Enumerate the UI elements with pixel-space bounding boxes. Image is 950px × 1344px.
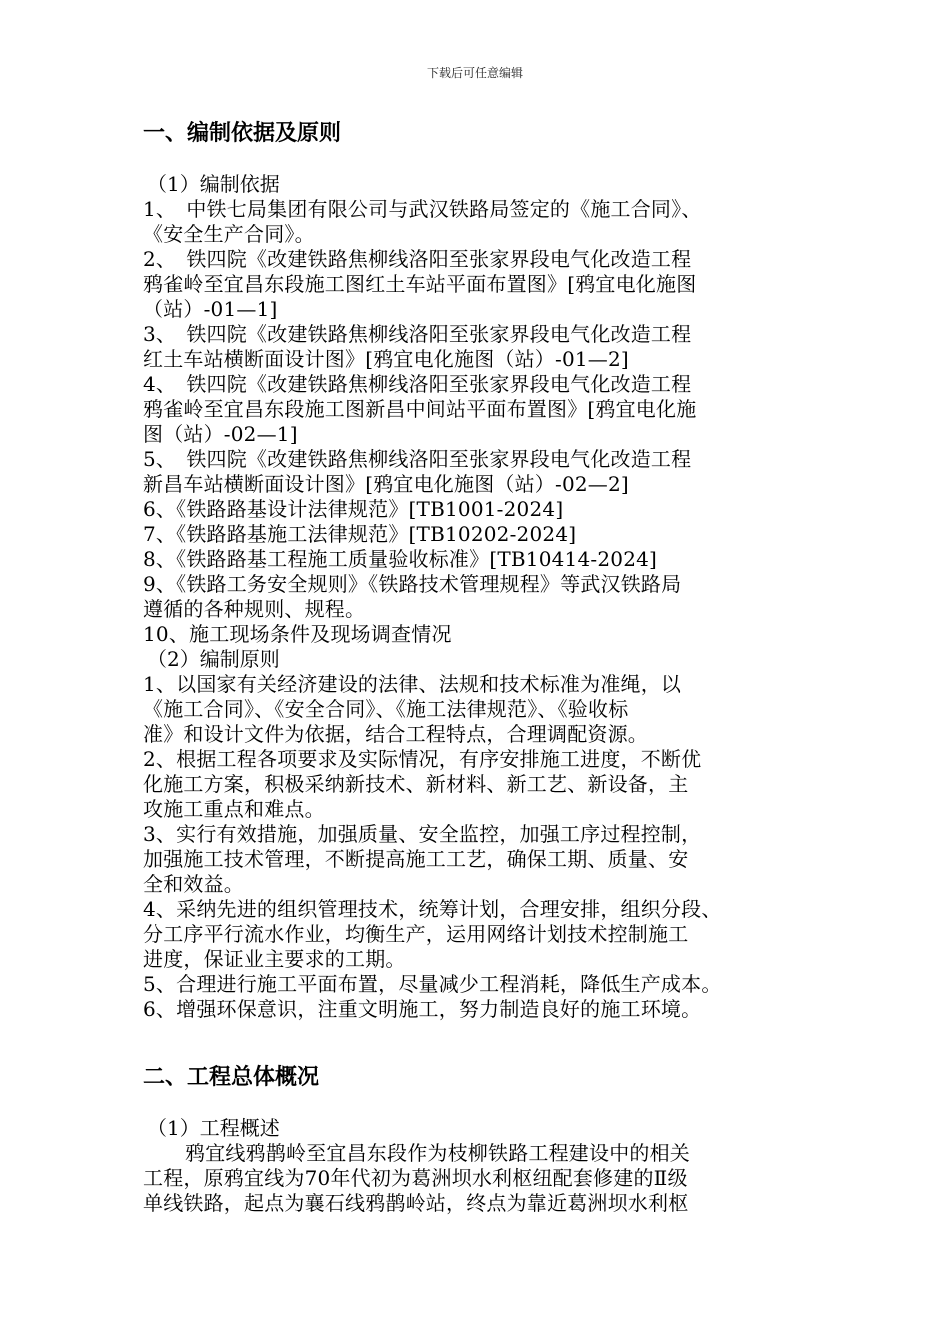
basis-item-7: 7、《铁路路基施工法律规范》[TB10202-2024] xyxy=(143,522,577,546)
principle-item-6: 6、增强环保意识，注重文明施工，努力制造良好的施工环境。 xyxy=(143,997,702,1021)
section-1-title: 一、编制依据及原则 xyxy=(143,121,342,146)
principle-item-2: 2、根据工程各项要求及实际情况，有序安排施工进度，不断优 化施工方案，积极采纳新技术、新材料、新工艺、新设备，主 攻施工重点和难点。 xyxy=(143,747,702,821)
basis-item-8: 8、《铁路路基工程施工质量验收标准》[TB10414-2024] xyxy=(143,547,658,571)
principle-item-5: 5、合理进行施工平面布置，尽量减少工程消耗，降低生产成本。 xyxy=(143,972,722,996)
principle-item-3: 3、实行有效措施，加强质量、安全监控，加强工序过程控制， 加强施工技术管理，不断提高施工工艺，确保工期、质量、安 全和效益。 xyxy=(143,822,702,896)
principle-subtitle: （2）编制原则 xyxy=(147,647,280,671)
basis-item-10: 10、施工现场条件及现场调查情况 xyxy=(143,622,452,646)
principle-item-1: 1、以国家有关经济建设的法律、法规和技术标准为准绳，以 《施工合同》、《安全合同》、《施工法律规范》、《验收标 准》和设计文件为依据，结合工程特点，合理调配资源。 xyxy=(143,672,682,746)
document-body xyxy=(143,118,833,1216)
basis-item-2: 2、 铁四院《改建铁路焦柳线洛阳至张家界段电气化改造工程 鸦雀岭至宜昌东段施工图红土车站平面布置图》[鸦宜电化施图 （站）-01—1] xyxy=(143,247,697,321)
basis-item-6: 6、《铁路路基设计法律规范》[TB1001-2024] xyxy=(143,497,564,521)
page-header: 下载后可任意编辑 xyxy=(426,66,523,80)
basis-item-5: 5、 铁四院《改建铁路焦柳线洛阳至张家界段电气化改造工程 新昌车站横断面设计图》[鸦宜电化施图（站）-02—2] xyxy=(143,447,692,496)
overview-subtitle: （1）工程概述 xyxy=(147,1116,280,1140)
basis-item-9: 9、《铁路工务安全规则》《铁路技术管理规程》等武汉铁路局 遵循的各种规则、规程。 xyxy=(143,572,682,621)
basis-item-3: 3、 铁四院《改建铁路焦柳线洛阳至张家界段电气化改造工程 红土车站横断面设计图》[鸦宜电化施图（站）-01—2] xyxy=(143,322,692,371)
basis-item-4: 4、 铁四院《改建铁路焦柳线洛阳至张家界段电气化改造工程 鸦雀岭至宜昌东段施工图新昌中间站平面布置图》[鸦宜电化施 图（站）-02—1] xyxy=(143,372,697,446)
overview-paragraph: 鸦宜线鸦鹊岭至宜昌东段作为枝柳铁路工程建设中的相关 工程，原鸦宜线为70年代初为葛洲坝水利枢纽配套修建的Ⅱ级 单线铁路，起点为襄石线鸦鹊岭站，终点为靠近葛洲坝水利枢 xyxy=(143,1141,690,1215)
basis-item-1: 1、 中铁七局集团有限公司与武汉铁路局签定的《施工合同》、 《安全生产合同》。 xyxy=(143,197,702,246)
section-2-title: 二、工程总体概况 xyxy=(143,1065,320,1090)
principle-item-4: 4、采纳先进的组织管理技术，统筹计划，合理安排，组织分段、 分工序平行流水作业，均衡生产，运用网络计划技术控制施工 进度，保证业主要求的工期。 xyxy=(143,897,722,971)
basis-subtitle: （1）编制依据 xyxy=(147,172,280,196)
